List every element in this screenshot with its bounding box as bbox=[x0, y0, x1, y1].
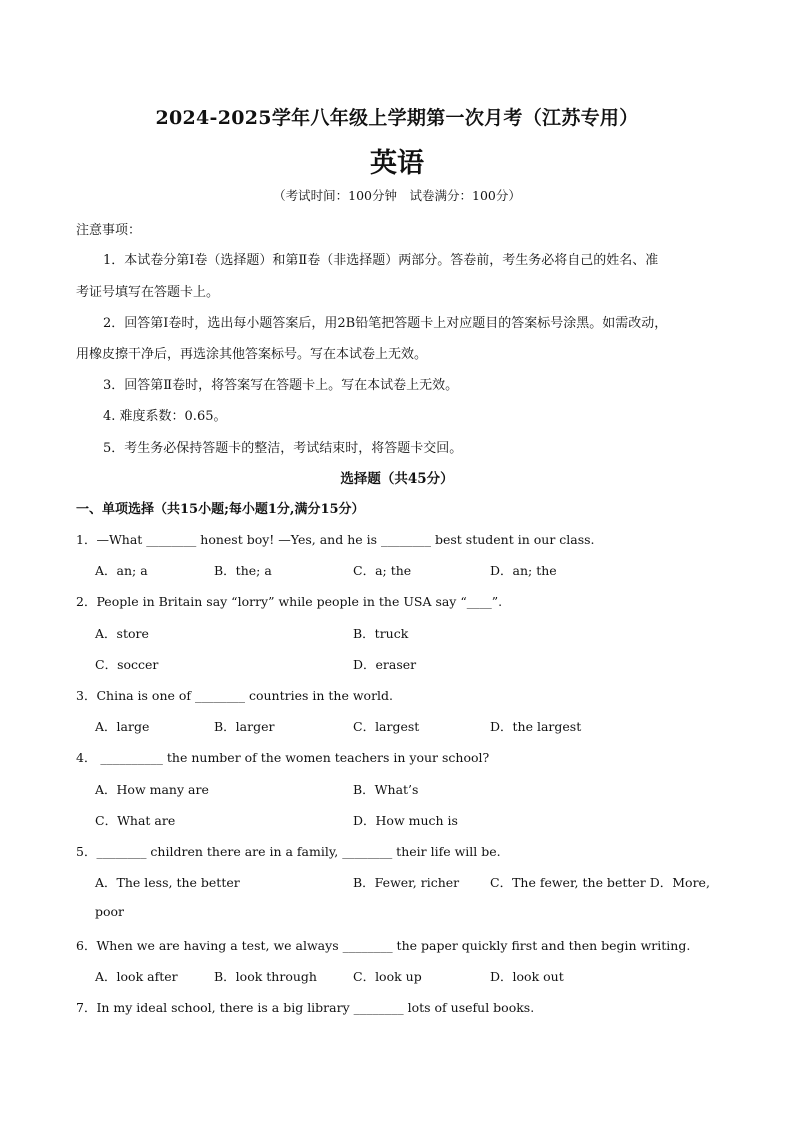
question-2-option-c: C．soccer bbox=[95, 657, 159, 672]
question-2-option-b: B．truck bbox=[353, 626, 409, 641]
question-4-option-c: C．What are bbox=[95, 813, 176, 828]
note-line-5: 5．考生务必保持答题卡的整洁，考试结束时，将答题卡交回。 bbox=[103, 441, 463, 456]
question-3-option-c: C．largest bbox=[353, 719, 420, 734]
question-5-option-a: A．The less, the better bbox=[95, 875, 240, 890]
question-1-option-b: B．the; a bbox=[214, 563, 272, 578]
question-1-option-c: C．a; the bbox=[353, 563, 412, 578]
question-3-option-d: D．the largest bbox=[490, 719, 582, 734]
question-4-option-b: B．What’s bbox=[353, 782, 419, 797]
question-7-stem: 7．In my ideal school, there is a big library ________ lots of useful books. bbox=[76, 1000, 535, 1015]
note-line-3: 3．回答第Ⅱ卷时，将答案写在答题卡上。写在本试卷上无效。 bbox=[103, 378, 459, 393]
question-6-option-d: D．look out bbox=[490, 969, 564, 984]
note-line-1: 1．本试卷分第Ⅰ卷（选择题）和第Ⅱ卷（非选择题）两部分。答卷前，考生务必将自己的姓名、准 bbox=[103, 253, 659, 268]
question-1-option-d: D．an; the bbox=[490, 563, 557, 578]
question-1-option-a: A．an; a bbox=[95, 563, 148, 578]
question-6-option-c: C．look up bbox=[353, 969, 422, 984]
question-5-option-b: B．Fewer, richer bbox=[353, 875, 460, 890]
question-2-stem: 2．People in Britain say “lorry” while people in the USA say “____”. bbox=[76, 594, 503, 609]
note-line-1-cont: 考证号填写在答题卡上。 bbox=[76, 285, 220, 300]
question-5-option-d-cont: poor bbox=[95, 904, 125, 919]
question-2-option-d: D．eraser bbox=[353, 657, 417, 672]
question-4-option-d: D．How much is bbox=[353, 813, 458, 828]
question-6-option-a: A．look after bbox=[95, 969, 178, 984]
note-line-4: 4. 难度系数：0.65。 bbox=[103, 409, 227, 424]
question-4-option-a: A．How many are bbox=[95, 782, 209, 797]
question-3-option-a: A．large bbox=[95, 719, 150, 734]
subject-title: 英语 bbox=[370, 148, 424, 179]
notes-heading: 注意事项： bbox=[76, 223, 142, 238]
question-6-stem: 6．When we are having a test, we always ________ the paper quickly first and then begin writing. bbox=[76, 938, 691, 953]
question-6-option-b: B．look through bbox=[214, 969, 317, 984]
section-title: 选择题（共45分） bbox=[340, 471, 454, 487]
question-4-stem: 4． __________ the number of the women teachers in your school? bbox=[76, 750, 490, 765]
question-3-option-b: B．larger bbox=[214, 719, 275, 734]
part-title: 一、单项选择（共15小题;每小题1分,满分15分） bbox=[76, 502, 365, 517]
note-line-2-cont: 用橡皮擦干净后，再选涂其他答案标号。写在本试卷上无效。 bbox=[76, 347, 428, 362]
question-3-stem: 3．China is one of ________ countries in the world. bbox=[76, 688, 394, 703]
question-5-option-c-d: C．The fewer, the better D．More, bbox=[490, 875, 710, 890]
question-2-option-a: A．store bbox=[95, 626, 149, 641]
question-5-stem: 5．________ children there are in a family, ________ their life will be. bbox=[76, 844, 501, 859]
exam-info: （考试时间：100分钟 试卷满分：100分） bbox=[273, 188, 521, 203]
question-1-stem: 1．—What ________ honest boy! —Yes, and he is ________ best student in our class. bbox=[76, 532, 595, 547]
exam-title: 2024-2025学年八年级上学期第一次月考（江苏专用） bbox=[155, 107, 639, 129]
note-line-2: 2．回答第Ⅰ卷时，选出每小题答案后，用2B铅笔把答题卡上对应题目的答案标号涂黑。如需改动， bbox=[103, 316, 668, 331]
